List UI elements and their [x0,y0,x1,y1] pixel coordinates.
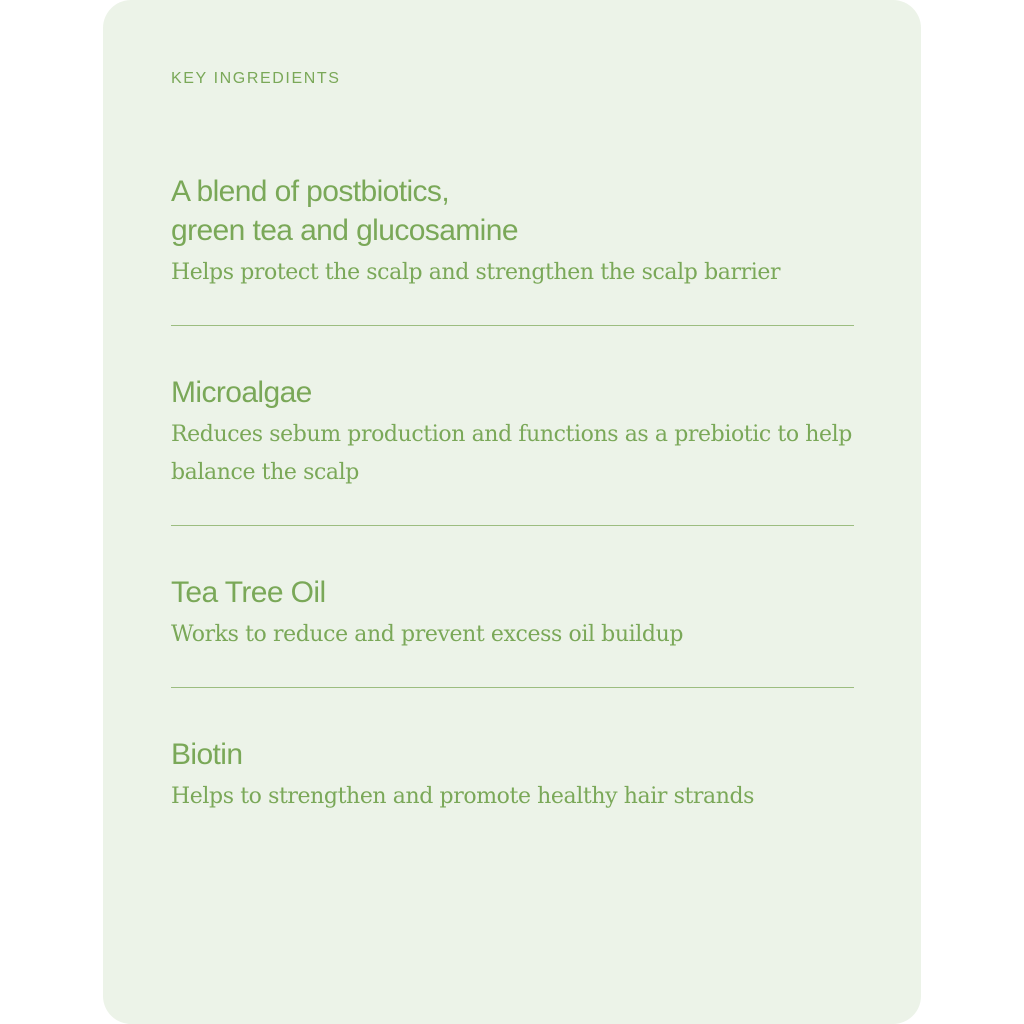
ingredient-item-microalgae [171,373,854,526]
ingredient-description: Works to reduce and prevent excess oil buildup [171,622,684,647]
ingredients-card [103,0,921,1024]
ingredient-description: Helps protect the scalp and strengthen the scalp barrier [171,260,781,285]
ingredient-item-biotin [171,735,854,849]
section-eyebrow: KEY INGREDIENTS [171,70,341,87]
ingredient-title: A blend of postbiotics, green tea and glucosamine [171,175,518,247]
ingredient-title: Tea Tree Oil [171,576,326,609]
ingredient-item-postbiotics [171,172,854,326]
ingredient-item-tea-tree-oil [171,573,854,688]
ingredient-title: Biotin [171,738,243,771]
ingredient-title: Microalgae [171,376,312,409]
ingredient-description: Reduces sebum production and functions as a prebiotic to help balance the scalp [171,422,852,485]
ingredient-list [171,172,854,849]
ingredient-description: Helps to strengthen and promote healthy hair strands [171,784,755,809]
